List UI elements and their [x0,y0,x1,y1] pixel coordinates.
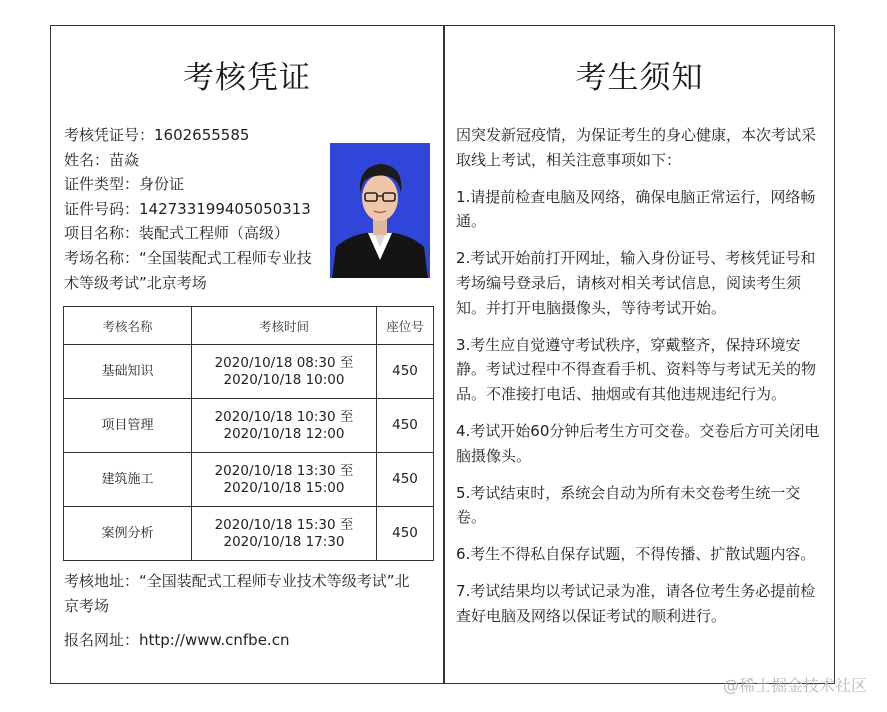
seat-cell: 450 [377,507,434,561]
time-start: 2020/10/18 08:30 至 [214,354,354,371]
table-row [64,399,434,453]
exam-schedule-table [63,306,434,561]
subject-cell: 基础知识 [64,345,192,399]
notice-intro: 因突发新冠疫情，为保证考生的身心健康，本次考试采取线上考试，相关注意事项如下： [456,126,817,169]
subject-cell: 案例分析 [64,507,192,561]
subject-cell: 项目管理 [64,399,192,453]
time-cell [192,507,377,561]
header-time: 考核时间 [192,307,377,345]
admission-ticket [50,25,835,684]
header-seat: 座位号 [377,307,434,345]
notice-body [456,123,826,641]
exam-address: 考核地址：“全国装配式工程师专业技术等级考试”北京考场 [64,572,410,615]
voucher-panel [51,26,443,683]
notice-title: 考生须知 [575,60,704,96]
time-start: 2020/10/18 15:30 至 [214,516,354,533]
time-cell [192,399,377,453]
time-end: 2020/10/18 12:00 [223,425,345,442]
notice-item: 2.考试开始前打开网址，输入身份证号、考核凭证号和考场编号登录后，请核对相关考试信息，阅读考生须知。并打开电脑摄像头，等待考试开始。 [456,249,816,317]
candidate-name: 姓名：苗焱 [64,150,140,169]
time-cell [192,345,377,399]
time-cell [192,453,377,507]
table-row [64,453,434,507]
seat-cell: 450 [377,453,434,507]
time-end: 2020/10/18 10:00 [223,371,345,388]
table-header-row [64,307,434,345]
notice-item: 3.考生应自觉遵守考试秩序，穿戴整齐，保持环境安静。考试过程中不得查看手机、资料等与考试无关的物品。不准接打电话、抽烟或有其他违规违纪行为。 [456,335,817,404]
notice-item: 1.请提前检查电脑及网络，确保电脑正常运行，网络畅通。 [456,187,816,231]
time-end: 2020/10/18 17:30 [223,533,345,550]
time-end: 2020/10/18 15:00 [223,479,345,496]
cert-number: 考核凭证号：1602655585 [64,126,250,144]
watermark-text: @稀土掘金技术社区 [722,676,867,695]
notice-item: 5.考试结束时，系统会自动为所有未交卷考生统一交卷。 [456,483,801,527]
table-row [64,507,434,561]
candidate-info [64,123,324,295]
id-type: 证件类型：身份证 [64,175,185,194]
venue-name: 考场名称：“全国装配式工程师专业技术等级考试”北京考场 [64,248,312,292]
project-name: 项目名称：装配式工程师（高级） [64,224,290,243]
id-number: 证件号码：142733199405050313 [64,199,311,218]
subject-cell: 建筑施工 [64,453,192,507]
notice-panel [445,26,834,683]
notice-item: 6.考生不得私自保存试题，不得传播、扩散试题内容。 [456,545,816,564]
person-portrait-icon [330,143,430,278]
header-subject: 考核名称 [64,307,192,345]
time-start: 2020/10/18 13:30 至 [214,462,354,479]
seat-cell: 450 [377,345,434,399]
registration-website: 报名网址：http://www.cnfbe.cn [64,631,290,649]
voucher-title: 考核凭证 [183,60,311,96]
table-row [64,345,434,399]
notice-item: 7.考试结果均以考试记录为准，请各位考生务必提前检查好电脑及网络以保证考试的顺利进行。 [456,581,816,625]
notice-item: 4.考试开始60分钟后考生方可交卷。交卷后方可关闭电脑摄像头。 [456,421,820,465]
candidate-photo [330,143,430,278]
seat-cell: 450 [377,399,434,453]
time-start: 2020/10/18 10:30 至 [214,408,354,425]
